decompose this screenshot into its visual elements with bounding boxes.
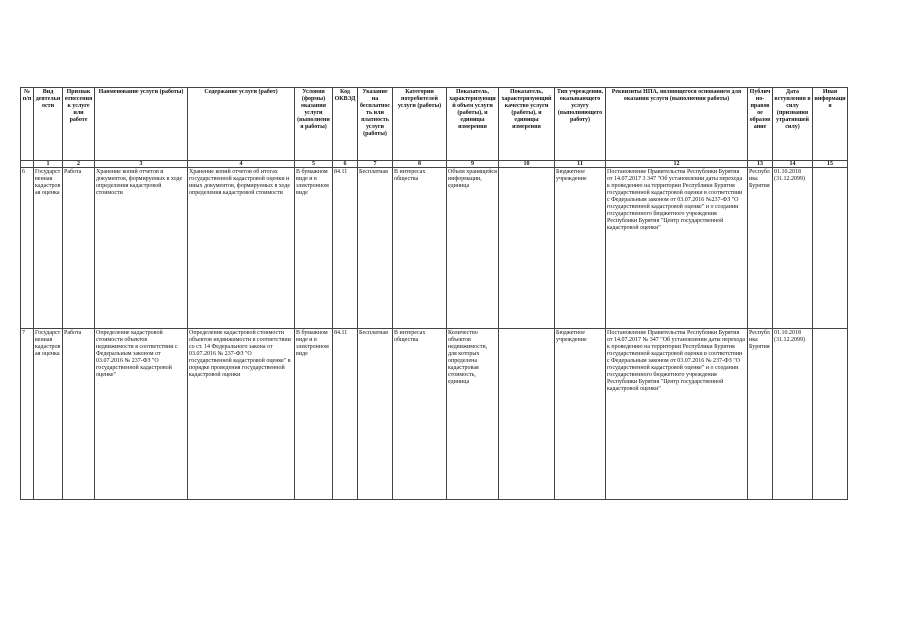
cell-consumers: В интересах общества (393, 329, 447, 500)
header-cell-entity: Публично-правовое образование (748, 88, 773, 161)
column-number-row (21, 161, 848, 168)
header-cell-institution: Тип учреждения, оказывающего услугу (выполняющего работу) (555, 88, 606, 161)
header-cell-payment: Указание на бесплатность или платность услуги (работы) (358, 88, 393, 161)
registry-table (20, 87, 848, 500)
cell-entity: Республика Бурятия (748, 168, 773, 329)
header-cell-num: № п/п (21, 88, 34, 161)
cell-conditions: В бумажном виде и в электронном виде (295, 168, 333, 329)
column-number-cell: 15 (813, 161, 848, 168)
header-cell-date: Дата вступления в силу (признания утратившей силу) (773, 88, 813, 161)
header-cell-other: Иная информация (813, 88, 848, 161)
column-number-cell: 7 (358, 161, 393, 168)
column-number-cell: 9 (447, 161, 499, 168)
column-number-cell: 2 (63, 161, 95, 168)
cell-conditions: В бумажном виде и в электронном виде (295, 329, 333, 500)
cell-date: 01.10.2018 (31.12.2099) (773, 329, 813, 500)
cell-name: Хранение копий отчетов и документов, формируемых в ходе определения кадастровой стоимости (95, 168, 188, 329)
column-number-cell: 12 (606, 161, 748, 168)
cell-consumers: В интересах общества (393, 168, 447, 329)
column-number-cell: 8 (393, 161, 447, 168)
cell-volume: Количество объектов недвижимости, для которых определена кадастровая стоимость, единица (447, 329, 499, 500)
header-cell-volume: Показатель, характеризующий объем услуги (работы), и единицы измерения (447, 88, 499, 161)
column-number-cell: 3 (95, 161, 188, 168)
header-cell-conditions: Условия (формы) оказания услуги (выполнения работы) (295, 88, 333, 161)
column-number-cell: 11 (555, 161, 606, 168)
cell-content: Определение кадастровой стоимости объектов недвижимости в соответствии со ст. 14 Федерального закона от 03.07.2016 № 237-ФЗ "О государственной кадастровой оценке" в порядке проведения государственной кадастровой оценки (188, 329, 295, 500)
cell-activity: Государственная кадастровая оценка (34, 329, 63, 500)
table-row (21, 168, 848, 329)
column-number-cell: 10 (499, 161, 555, 168)
cell-quality (499, 168, 555, 329)
header-cell-quality: Показатель, характеризующий качество услуги (работы), и единицы измерения (499, 88, 555, 161)
header-cell-sign: Признак отнесения к услуге или работе (63, 88, 95, 161)
cell-okved: 84.11 (333, 329, 358, 500)
cell-payment: Бесплатная (358, 168, 393, 329)
cell-entity: Республика Бурятия (748, 329, 773, 500)
column-number-cell: 5 (295, 161, 333, 168)
column-number-cell (21, 161, 34, 168)
cell-sign: Работа (63, 168, 95, 329)
cell-payment: Бесплатная (358, 329, 393, 500)
header-cell-content: Содержание услуги (работ) (188, 88, 295, 161)
header-cell-activity: Вид деятельности (34, 88, 63, 161)
header-row (21, 88, 848, 161)
header-cell-name: Наименование услуги (работы) (95, 88, 188, 161)
cell-institution: Бюджетное учреждение (555, 168, 606, 329)
cell-activity: Государственная кадастровая оценка (34, 168, 63, 329)
cell-institution: Бюджетное учреждение (555, 329, 606, 500)
cell-date: 01.10.2018 (31.12.2099) (773, 168, 813, 329)
table-row (21, 329, 848, 500)
cell-name: Определение кадастровой стоимости объектов недвижимости в соответствии с Федеральным законом от 03.07.2016 № 237-ФЗ "О государственной кадастровой оценке" (95, 329, 188, 500)
cell-okved: 84.11 (333, 168, 358, 329)
cell-volume: Объем хранящейся информации, единица (447, 168, 499, 329)
header-cell-okved: Код ОКВЭД (333, 88, 358, 161)
cell-num: 7 (21, 329, 34, 500)
cell-other (813, 329, 848, 500)
cell-content: Хранение копий отчетов об итогах государственной кадастровой оценки и иных документов, формируемых в ходе определения кадастровой стоимости (188, 168, 295, 329)
column-number-cell: 1 (34, 161, 63, 168)
column-number-cell: 14 (773, 161, 813, 168)
column-number-cell: 13 (748, 161, 773, 168)
cell-npa: Постановление Правительства Республики Бурятия от 14.07.2017 3 347 "Об установлении даты перехода к проведению на территории Республики Бурятия государственной кадастровой оценки в соответствии с Федеральным законом от 03.07.2016 №237-ФЗ "О государственной кадастровой оценке" и о создании государственного бюджетного учреждения Республики Бурятия "Центр государственной кадастровой оценки" (606, 168, 748, 329)
cell-num: 6 (21, 168, 34, 329)
cell-quality (499, 329, 555, 500)
cell-npa: Постановление Правительства Республики Бурятия от 14.07.2017 № 347 "Об установлении даты перехода к проведению на территории Республики Бурятия государственной кадастровой оценки в соответствии с Федеральным законом от 03.07.2016 № 237-ФЗ "О государственной кадастровой оценке" и о создании государственного бюджетного учреждения Республики Бурятия "Центр государственной кадастровой оценки" (606, 329, 748, 500)
cell-other (813, 168, 848, 329)
column-number-cell: 6 (333, 161, 358, 168)
header-cell-consumers: Категории потребителей услуги (работы) (393, 88, 447, 161)
header-cell-npa: Реквизиты НПА, являющегося основанием для оказания услуги (выполнения работы) (606, 88, 748, 161)
column-number-cell: 4 (188, 161, 295, 168)
cell-sign: Работа (63, 329, 95, 500)
